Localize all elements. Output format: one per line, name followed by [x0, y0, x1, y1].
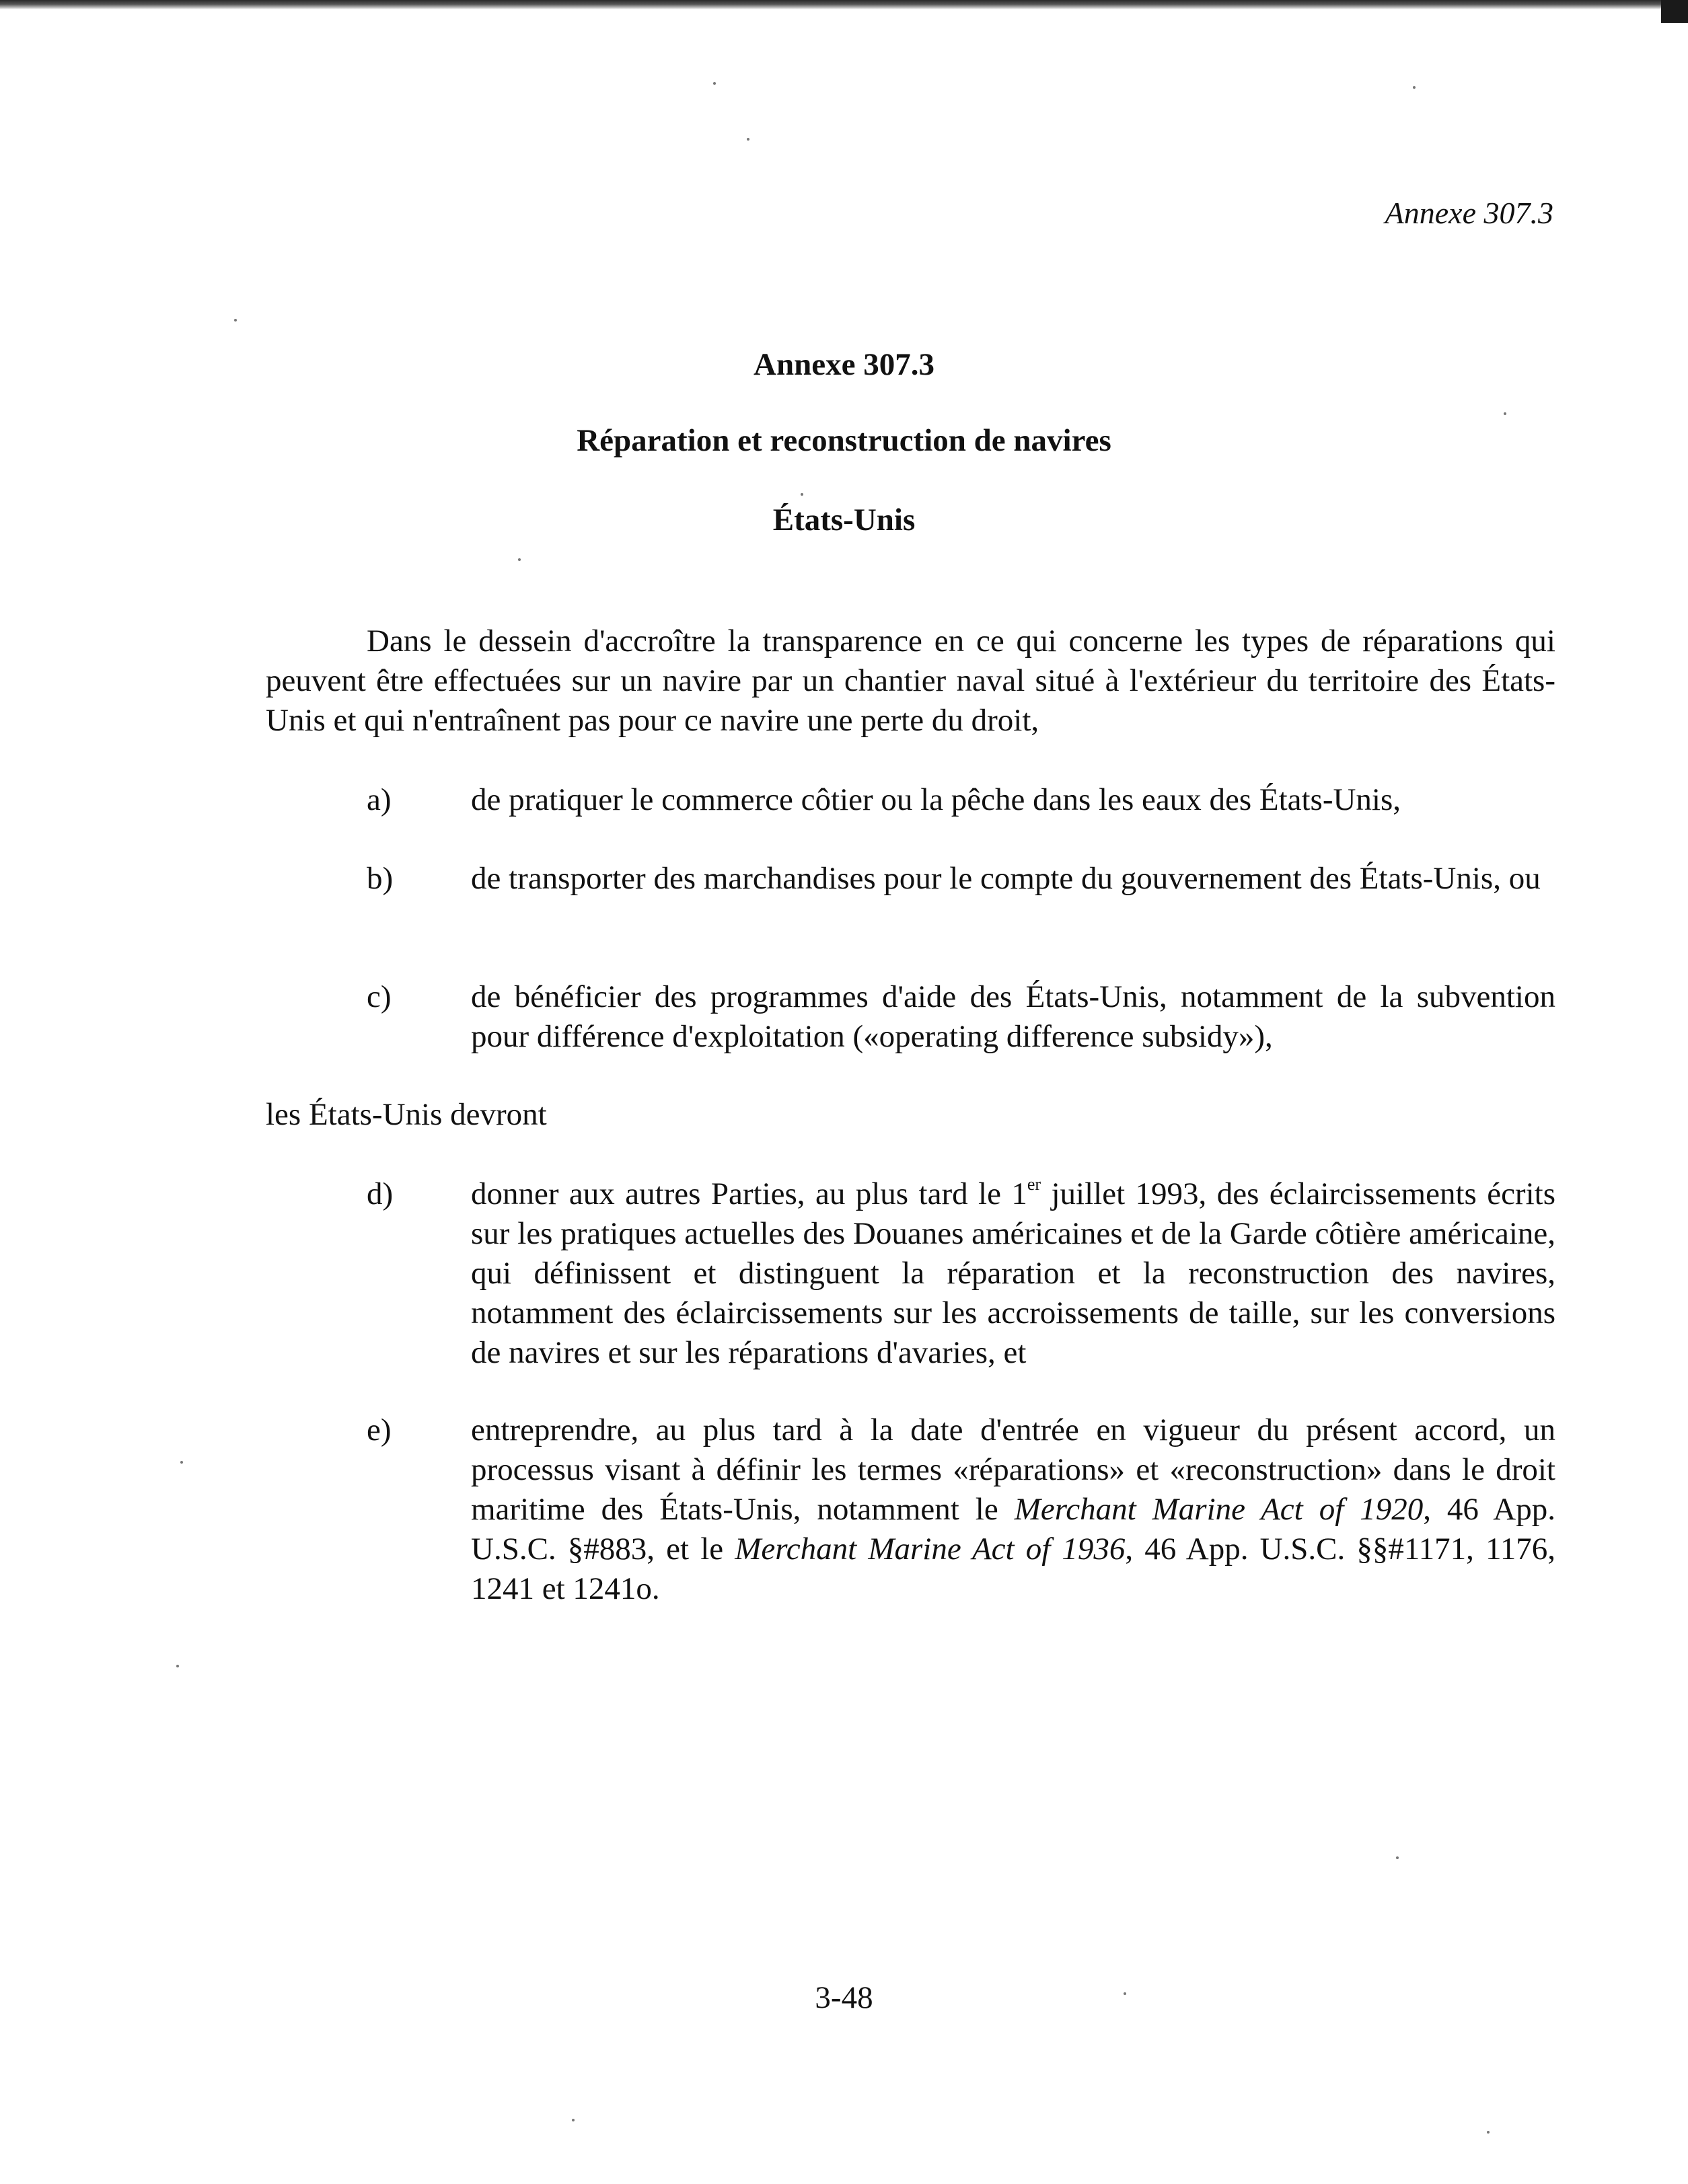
- scan-speck: [1504, 412, 1506, 415]
- item-d-text-after: juillet 1993, des éclaircissements écrits sur les pratiques actuelles des Douanes américaines et de la Garde côtière américaine, qui définissent et distinguent la réparation et la reconstruction des navires, notamment des éclaircissements sur les accroissements de taille, sur les conversions de navires et sur les réparations d'avaries, et: [471, 1176, 1555, 1370]
- list-item-e: [367, 1410, 1555, 1609]
- list-item-text: de bénéficier des programmes d'aide des États-Unis, notamment de la subvention pour différence d'exploitation («operating difference subsidy»),: [471, 979, 1555, 1054]
- ordinal-superscript: er: [1027, 1174, 1041, 1195]
- list-item-text: de transporter des marchandises pour le compte du gouvernement des États-Unis, ou: [471, 861, 1541, 896]
- scan-speck: [801, 493, 803, 496]
- act-title-1936: Merchant Marine Act of 1936: [735, 1532, 1126, 1567]
- list-item-b: [367, 859, 1555, 899]
- intro-paragraph: Dans le dessein d'accroître la transparence en ce qui concerne les types de réparations qui peuvent être effectuées sur un navire par un chantier naval situé à l'extérieur du territoire des États-Unis et qui n'entraînent pas pour ce navire une perte du droit,: [266, 624, 1555, 738]
- running-header: Annexe 307.3: [1385, 196, 1553, 230]
- scan-speck: [176, 1665, 179, 1667]
- list-item-label: d): [367, 1176, 394, 1211]
- scan-speck: [1487, 2131, 1490, 2134]
- list-item-text: de pratiquer le commerce côtier ou la pêche dans les eaux des États-Unis,: [471, 782, 1401, 817]
- scan-speck: [1413, 86, 1416, 89]
- scan-speck: [180, 1461, 183, 1464]
- scan-speck: [713, 82, 716, 85]
- list-item-d: [367, 1174, 1555, 1373]
- annex-subtitle: Réparation et reconstruction de navires: [577, 423, 1111, 458]
- country-heading: États-Unis: [772, 502, 916, 537]
- list-item-text: [471, 1174, 1555, 1373]
- list-item-text: [471, 1410, 1555, 1609]
- scan-speck: [234, 319, 237, 322]
- item-e-text-2: , 46 App. U.S.C. §#883, et le: [471, 1492, 1555, 1567]
- lead-in-text: les États-Unis devront: [266, 1097, 547, 1132]
- list-item-label: b): [367, 861, 394, 896]
- act-title-1920: Merchant Marine Act of 1920: [1014, 1492, 1424, 1527]
- annex-title: Annexe 307.3: [754, 347, 934, 382]
- scan-speck: [1396, 1856, 1399, 1859]
- list-item-a: [367, 780, 1555, 820]
- item-d-text-before: donner aux autres Parties, au plus tard le 1: [471, 1176, 1027, 1211]
- scan-speck: [518, 558, 521, 561]
- item-e-text-3: , 46 App. U.S.C. §§#1171, 1176, 1241 et 1241o.: [471, 1532, 1555, 1606]
- list-item-label: e): [367, 1413, 392, 1447]
- page-number: 3-48: [815, 1980, 873, 2015]
- scan-border-corner: [1661, 0, 1688, 23]
- scan-speck: [747, 138, 749, 141]
- item-e-text-1: entreprendre, au plus tard à la date d'entrée en vigueur du présent accord, un processus visant à définir les termes «réparations» et «reconstruction» dans le droit maritime des États-Unis, notamment le: [471, 1413, 1555, 1527]
- scan-speck: [1124, 1992, 1126, 1995]
- list-item-label: a): [367, 782, 392, 817]
- scan-border-top: [0, 0, 1688, 9]
- list-item-c: [367, 977, 1555, 1057]
- list-item-label: c): [367, 979, 392, 1014]
- scan-speck: [572, 2119, 575, 2121]
